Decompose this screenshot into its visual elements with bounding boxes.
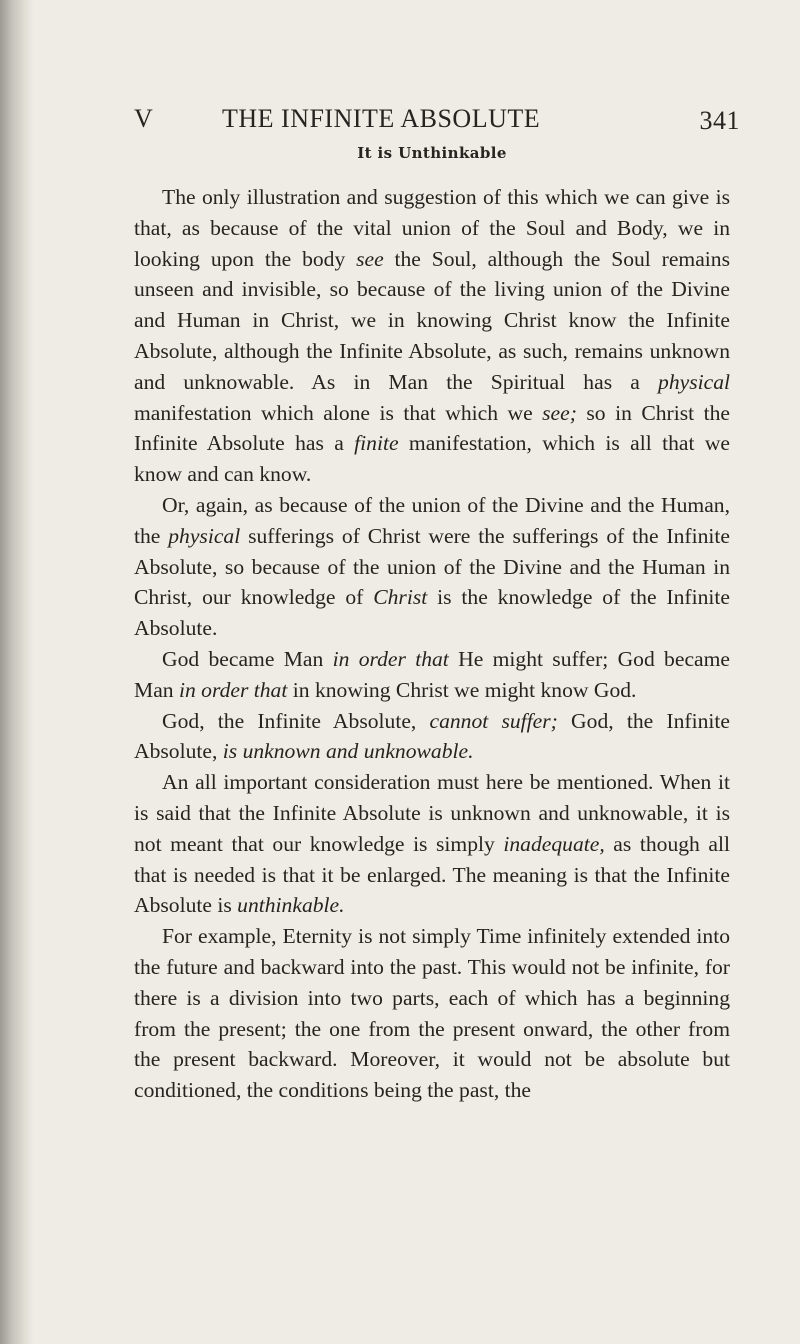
italic-text: unthinkable.	[237, 893, 345, 918]
text-run: He might suffer; God became Man	[134, 646, 730, 702]
paragraph	[134, 490, 730, 644]
text-run: manifestation, which is all that we know and can know.	[134, 431, 730, 487]
book-page	[134, 104, 740, 1106]
text-run: The only illustration and suggestion of this which we can give is that, as because of the vital union of the Soul and Body, we in looking upon the body	[134, 185, 730, 271]
italic-text: cannot suffer;	[429, 708, 558, 733]
text-run: in knowing Christ we might know God.	[287, 677, 637, 702]
text-run: Or, again, as because of the union of the Divine and the Human, the	[134, 492, 730, 548]
shoulder-note: It is Unthinkable	[357, 144, 507, 162]
paragraph	[134, 182, 730, 490]
text-run: as though all that is needed is that it be enlarged. The meaning is that the Infinite Absolute is	[134, 831, 730, 918]
text-run: so in Christ the Infinite Absolute has a	[134, 400, 731, 456]
italic-text: physical	[658, 369, 730, 394]
body-text	[134, 182, 730, 1106]
italic-text: inadequate,	[503, 831, 605, 856]
italic-text: Christ	[373, 585, 428, 610]
text-run: God became Man	[162, 646, 333, 671]
text-run: God, the Infinite Absolute,	[134, 708, 730, 764]
binding-shadow	[0, 0, 34, 1344]
running-head	[134, 104, 740, 144]
italic-text: in order that	[178, 677, 288, 702]
italic-text: in order that	[332, 646, 449, 671]
italic-text: physical	[168, 523, 241, 548]
paragraph	[134, 644, 730, 706]
text-run: An all important consideration must here be mentioned. When it is said that the Infinite Absolute is unknown and unknowable, it is not meant that our knowledge is simply	[134, 770, 730, 856]
chapter-number: V	[134, 104, 154, 133]
paragraph	[134, 767, 730, 921]
text-run: For example, Eternity is not simply Time infinitely extended into the future and backward into the past. This would not be infinite, for there is a division into two parts, each of which has a beginning from the present; the one from the present onward, the other from the present backward. Moreover, it would not be absolute but conditioned, the conditions being the past, the	[134, 924, 730, 1103]
text-run: the Soul, although the Soul remains unseen and invisible, so because of the living union of the Divine and Human in Christ, we in knowing Christ know the Infinite Absolute, although the Infinite Absolute, as such, remains unknown and unknowable. As in Man the Spiritual has a	[134, 246, 730, 394]
text-run: God, the Infinite Absolute,	[162, 708, 430, 733]
paragraph	[134, 706, 730, 768]
text-run: is the knowledge of the Infinite Absolute.	[134, 585, 730, 641]
text-run: sufferings of Christ were the sufferings of the Infinite Absolute, so because of the union of the Divine and the Human in Christ, our knowledge of	[134, 523, 730, 610]
italic-text: see	[356, 246, 384, 271]
italic-text: is unknown and unknowable.	[222, 739, 474, 764]
text-run: manifestation which alone is that which we	[134, 400, 543, 425]
paragraph	[134, 921, 730, 1106]
italic-text: finite	[354, 431, 399, 456]
italic-text: see;	[542, 400, 577, 425]
chapter-title: THE INFINITE ABSOLUTE	[222, 104, 541, 133]
page-number: 341	[699, 106, 740, 135]
